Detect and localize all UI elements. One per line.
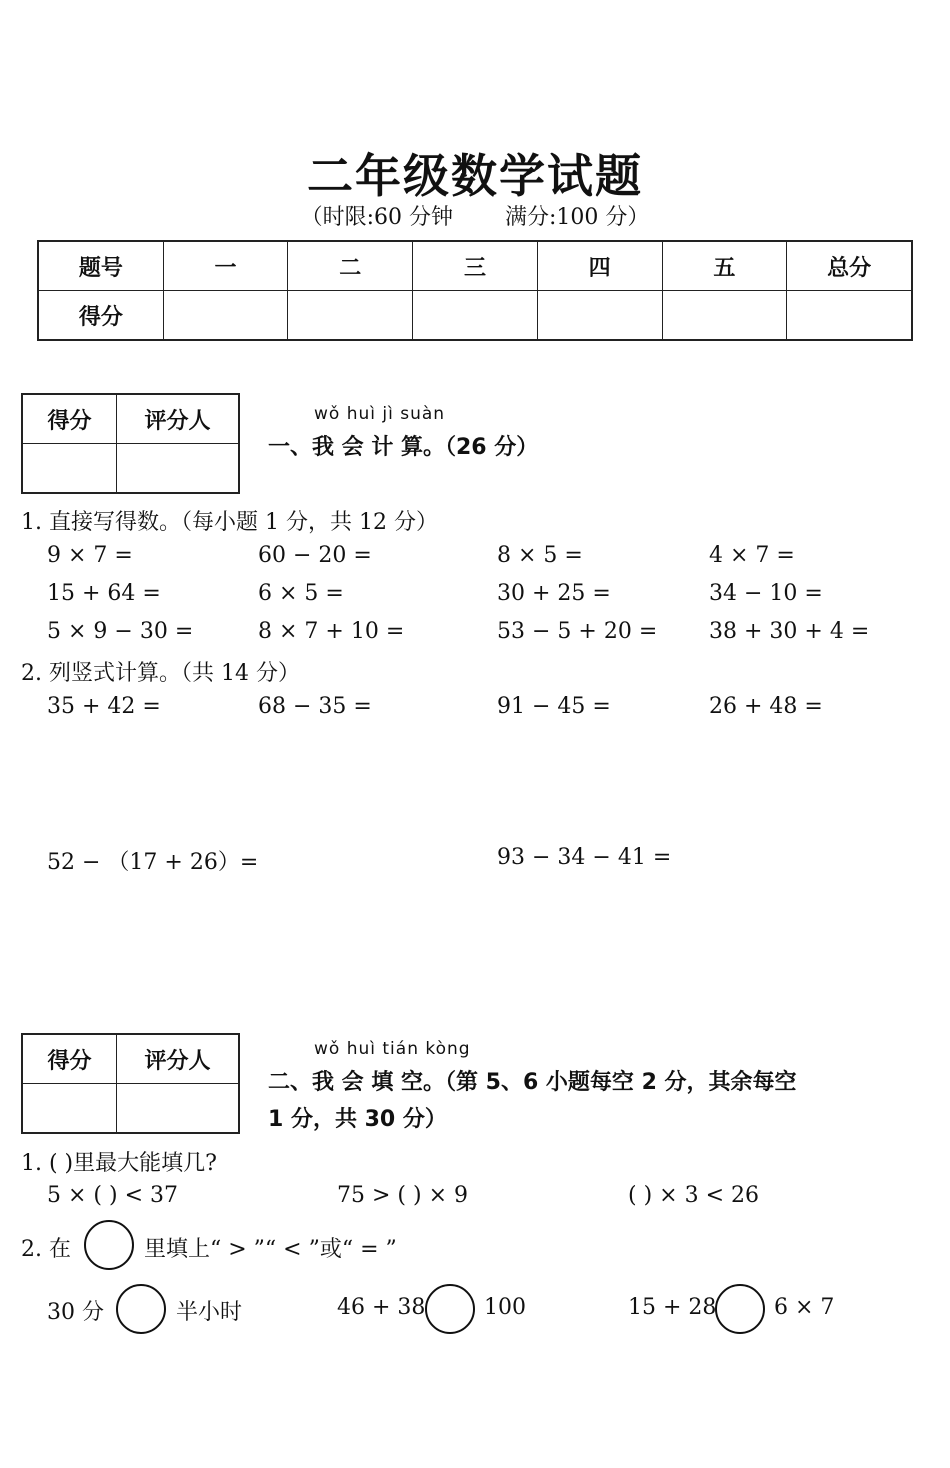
compare-circle[interactable] [715,1284,765,1334]
header-cell: 总分 [787,241,912,291]
score-cell[interactable] [413,291,538,341]
problem: 91 − 45 = [497,694,611,719]
score-cell[interactable] [288,291,413,341]
grader-score-label: 得分 [22,1034,117,1084]
section2-title: 二、我 会 填 空 [268,1070,423,1095]
problem: 9 × 7 = [47,543,133,568]
header-cell: 四 [537,241,662,291]
problem: 4 × 7 = [709,543,795,568]
grader-score-label: 得分 [22,394,117,444]
problem: 53 − 5 + 20 = [497,619,658,644]
problem: 26 + 48 = [709,694,823,719]
compare-circle[interactable] [425,1284,475,1334]
fill-blank[interactable]: 5 × ( ) < 37 [47,1183,178,1208]
header-cell: 题号 [38,241,163,291]
s1-q2-label: 2. 列竖式计算。（共 14 分） [21,661,300,686]
problem: 30 + 25 = [497,581,611,606]
compare-left: 46 + 38 [337,1295,426,1320]
s1-q1-label: 1. 直接写得数。（每小题 1 分，共 12 分） [21,510,438,535]
score-cell[interactable] [787,291,912,341]
full-score: 满分:100 分） [505,205,650,230]
page-title: 二年级数学试题 [307,149,643,203]
compare-right: 半小时 [176,1300,243,1325]
compare-right: 6 × 7 [774,1295,835,1320]
grader-name-label: 评分人 [117,1034,240,1084]
s2-q2-prefix: 2. 在 [21,1237,71,1262]
header-cell: 一 [163,241,288,291]
grader-name-cell[interactable] [117,1084,240,1134]
s2-q2-suffix: 里填上“ > ”“ < ”或“ = ” [144,1237,397,1262]
problem: 8 × 5 = [497,543,583,568]
problem: 5 × 9 − 30 = [47,619,194,644]
fill-blank[interactable]: 75 > ( ) × 9 [337,1183,468,1208]
problem: 60 − 20 = [258,543,372,568]
score-cell[interactable] [537,291,662,341]
problem: 6 × 5 = [258,581,344,606]
section2-heading [268,1065,797,1096]
row-label: 得分 [38,291,163,341]
compare-left: 30 分 [47,1300,104,1325]
header-cell: 三 [413,241,538,291]
s2-q1-label: 1. ( )里最大能填几? [21,1151,217,1176]
problem: 68 − 35 = [258,694,372,719]
compare-circle [84,1220,134,1270]
score-table [37,240,913,341]
score-cell[interactable] [163,291,288,341]
section1-heading [268,430,538,461]
time-limit: （时限:60 分钟 [300,205,453,230]
header-cell: 二 [288,241,413,291]
section1-points: 。（26 分） [422,435,539,460]
exam-info [0,200,950,231]
compare-circle[interactable] [116,1284,166,1334]
grader-box-1 [21,393,240,494]
compare-left: 15 + 28 [628,1295,717,1320]
score-table-score-row [38,291,912,341]
grader-name-label: 评分人 [117,394,240,444]
problem: 52 − （17 + 26）= [47,850,259,875]
problem: 35 + 42 = [47,694,161,719]
section2-pinyin: wǒ huì tián kòng [314,1039,471,1059]
fill-blank[interactable]: ( ) × 3 < 26 [628,1183,759,1208]
problem: 8 × 7 + 10 = [258,619,405,644]
problem: 38 + 30 + 4 = [709,619,870,644]
score-table-header-row [38,241,912,291]
score-cell[interactable] [662,291,787,341]
grader-box-2 [21,1033,240,1134]
section2-points: 。（第 5、6 小题每空 2 分，其余每空 [422,1070,797,1095]
grader-name-cell[interactable] [117,444,240,494]
problem: 15 + 64 = [47,581,161,606]
problem: 34 − 10 = [709,581,823,606]
header-cell: 五 [662,241,787,291]
section2-points-cont: 1 分，共 30 分） [268,1107,447,1132]
grader-score-cell[interactable] [22,444,117,494]
section1-title: 一、我 会 计 算 [268,435,423,460]
problem: 93 − 34 − 41 = [497,845,672,870]
section1-pinyin: wǒ huì jì suàn [314,404,446,424]
compare-right: 100 [484,1295,526,1320]
grader-score-cell[interactable] [22,1084,117,1134]
